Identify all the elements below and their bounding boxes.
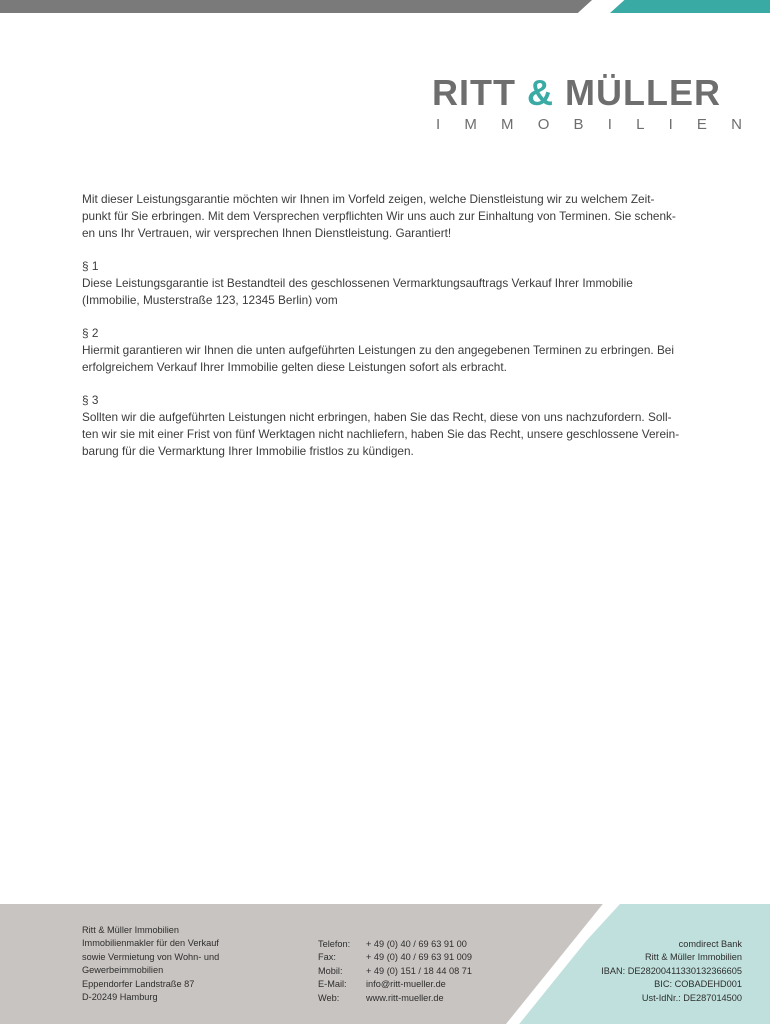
contact-row-mobile xyxy=(318,965,518,978)
email-link[interactable]: info@ritt-mueller.de xyxy=(366,979,446,990)
bank-line: Ritt & Müller Immobilien xyxy=(644,952,742,963)
contact-row-phone xyxy=(318,938,518,951)
logo-sub-letter: O xyxy=(537,116,550,133)
section-1 xyxy=(82,258,744,309)
logo-sub-letter: I xyxy=(607,116,612,133)
text-line: ten wir sie mit einer Frist von fünf Werktagen nicht nachliefern, haben Sie das Recht, unsere geschlossene Verein- xyxy=(82,427,680,441)
bank-line: IBAN: DE28200411330132366605 xyxy=(601,965,742,976)
text-line: en uns Ihr Vertrauen, wir versprechen Ihnen Dienstleistung. Garantiert! xyxy=(82,226,452,240)
logo-sub-letter: L xyxy=(636,116,645,133)
website-link[interactable]: www.ritt-mueller.de xyxy=(366,992,444,1003)
text-line: Diese Leistungsgarantie ist Bestandteil des geschlossenen Vermarktungsauftrags Verkauf Ihrer Immobilie xyxy=(82,276,633,290)
logo-sub-letter: M xyxy=(464,116,477,133)
logo-text-ritt: RITT xyxy=(432,72,527,113)
footer-company-info xyxy=(82,924,302,1004)
contact-value: + 49 (0) 151 / 18 44 08 71 xyxy=(366,965,472,976)
section-2 xyxy=(82,325,744,376)
footer-bank-info xyxy=(522,938,742,1005)
logo-sub-letter: B xyxy=(573,116,584,133)
footer-contact-info xyxy=(318,938,518,1005)
logo-text-mueller: MÜLLER xyxy=(553,72,721,113)
contact-row-web xyxy=(318,992,518,1005)
text-line: Mit dieser Leistungsgarantie möchten wir Ihnen im Vorfeld zeigen, welche Dienstleistung wir zu welchem Zeit- xyxy=(82,192,655,206)
intro-paragraph xyxy=(82,191,744,242)
logo-sub-letter: I xyxy=(668,116,673,133)
logo-wordmark xyxy=(432,74,744,112)
bank-line: Ust-IdNr.: DE287014500 xyxy=(641,992,742,1003)
bank-line: BIC: COBADEHD001 xyxy=(654,979,742,990)
contact-label: Fax: xyxy=(318,952,336,963)
logo-subtitle xyxy=(432,116,744,133)
bank-line: comdirect Bank xyxy=(678,939,742,949)
top-bar-accent xyxy=(610,0,770,13)
contact-label: Mobil: xyxy=(318,965,343,976)
company-line: Ritt & Müller Immobilien xyxy=(82,925,180,935)
text-line: punkt für Sie erbringen. Mit dem Versprechen verpflichten Wir uns auch zur Einhaltung von Terminen. Sie schenk- xyxy=(82,209,676,223)
text-line: (Immobilie, Musterstraße 123, 12345 Berlin) vom xyxy=(82,293,338,307)
top-bar-gray xyxy=(0,0,592,13)
company-line: Eppendorfer Landstraße 87 xyxy=(82,978,195,989)
contact-label: Telefon: xyxy=(318,939,351,949)
company-line: Immobilienmakler für den Verkauf xyxy=(82,938,219,949)
section-heading: § 3 xyxy=(82,393,99,407)
company-line: D-20249 Hamburg xyxy=(82,992,158,1003)
contact-label: Web: xyxy=(318,992,340,1003)
footer xyxy=(0,904,770,1024)
company-line: sowie Vermietung von Wohn- und xyxy=(82,951,220,962)
contact-value: + 49 (0) 40 / 69 63 91 00 xyxy=(366,939,467,949)
contact-label: E-Mail: xyxy=(318,979,347,990)
section-heading: § 2 xyxy=(82,326,99,340)
logo-sub-letter: N xyxy=(731,116,742,133)
text-line: Hiermit garantieren wir Ihnen die unten aufgeführten Leistungen zu den angegebenen Terminen zu erbringen. Bei xyxy=(82,343,674,357)
contact-value: + 49 (0) 40 / 69 63 91 009 xyxy=(366,952,472,963)
company-logo xyxy=(432,74,744,133)
document-body xyxy=(82,191,744,476)
contact-row-email xyxy=(318,978,518,991)
section-heading: § 1 xyxy=(82,259,99,273)
logo-sub-letter: I xyxy=(436,116,441,133)
logo-ampersand: & xyxy=(526,72,554,113)
company-line: Gewerbeimmobilien xyxy=(82,965,164,976)
text-line: Sollten wir die aufgeführten Leistungen nicht erbringen, haben Sie das Recht, diese von uns nachzufordern. Soll- xyxy=(82,410,672,424)
text-line: erfolgreichem Verkauf Ihrer Immobilie gelten diese Leistungen sofort als erbracht. xyxy=(82,360,507,374)
logo-sub-letter: M xyxy=(501,116,514,133)
text-line: barung für die Vermarktung Ihrer Immobilie fristlos zu kündigen. xyxy=(82,444,414,458)
section-3 xyxy=(82,392,744,460)
logo-sub-letter: E xyxy=(696,116,707,133)
contact-row-fax xyxy=(318,951,518,964)
